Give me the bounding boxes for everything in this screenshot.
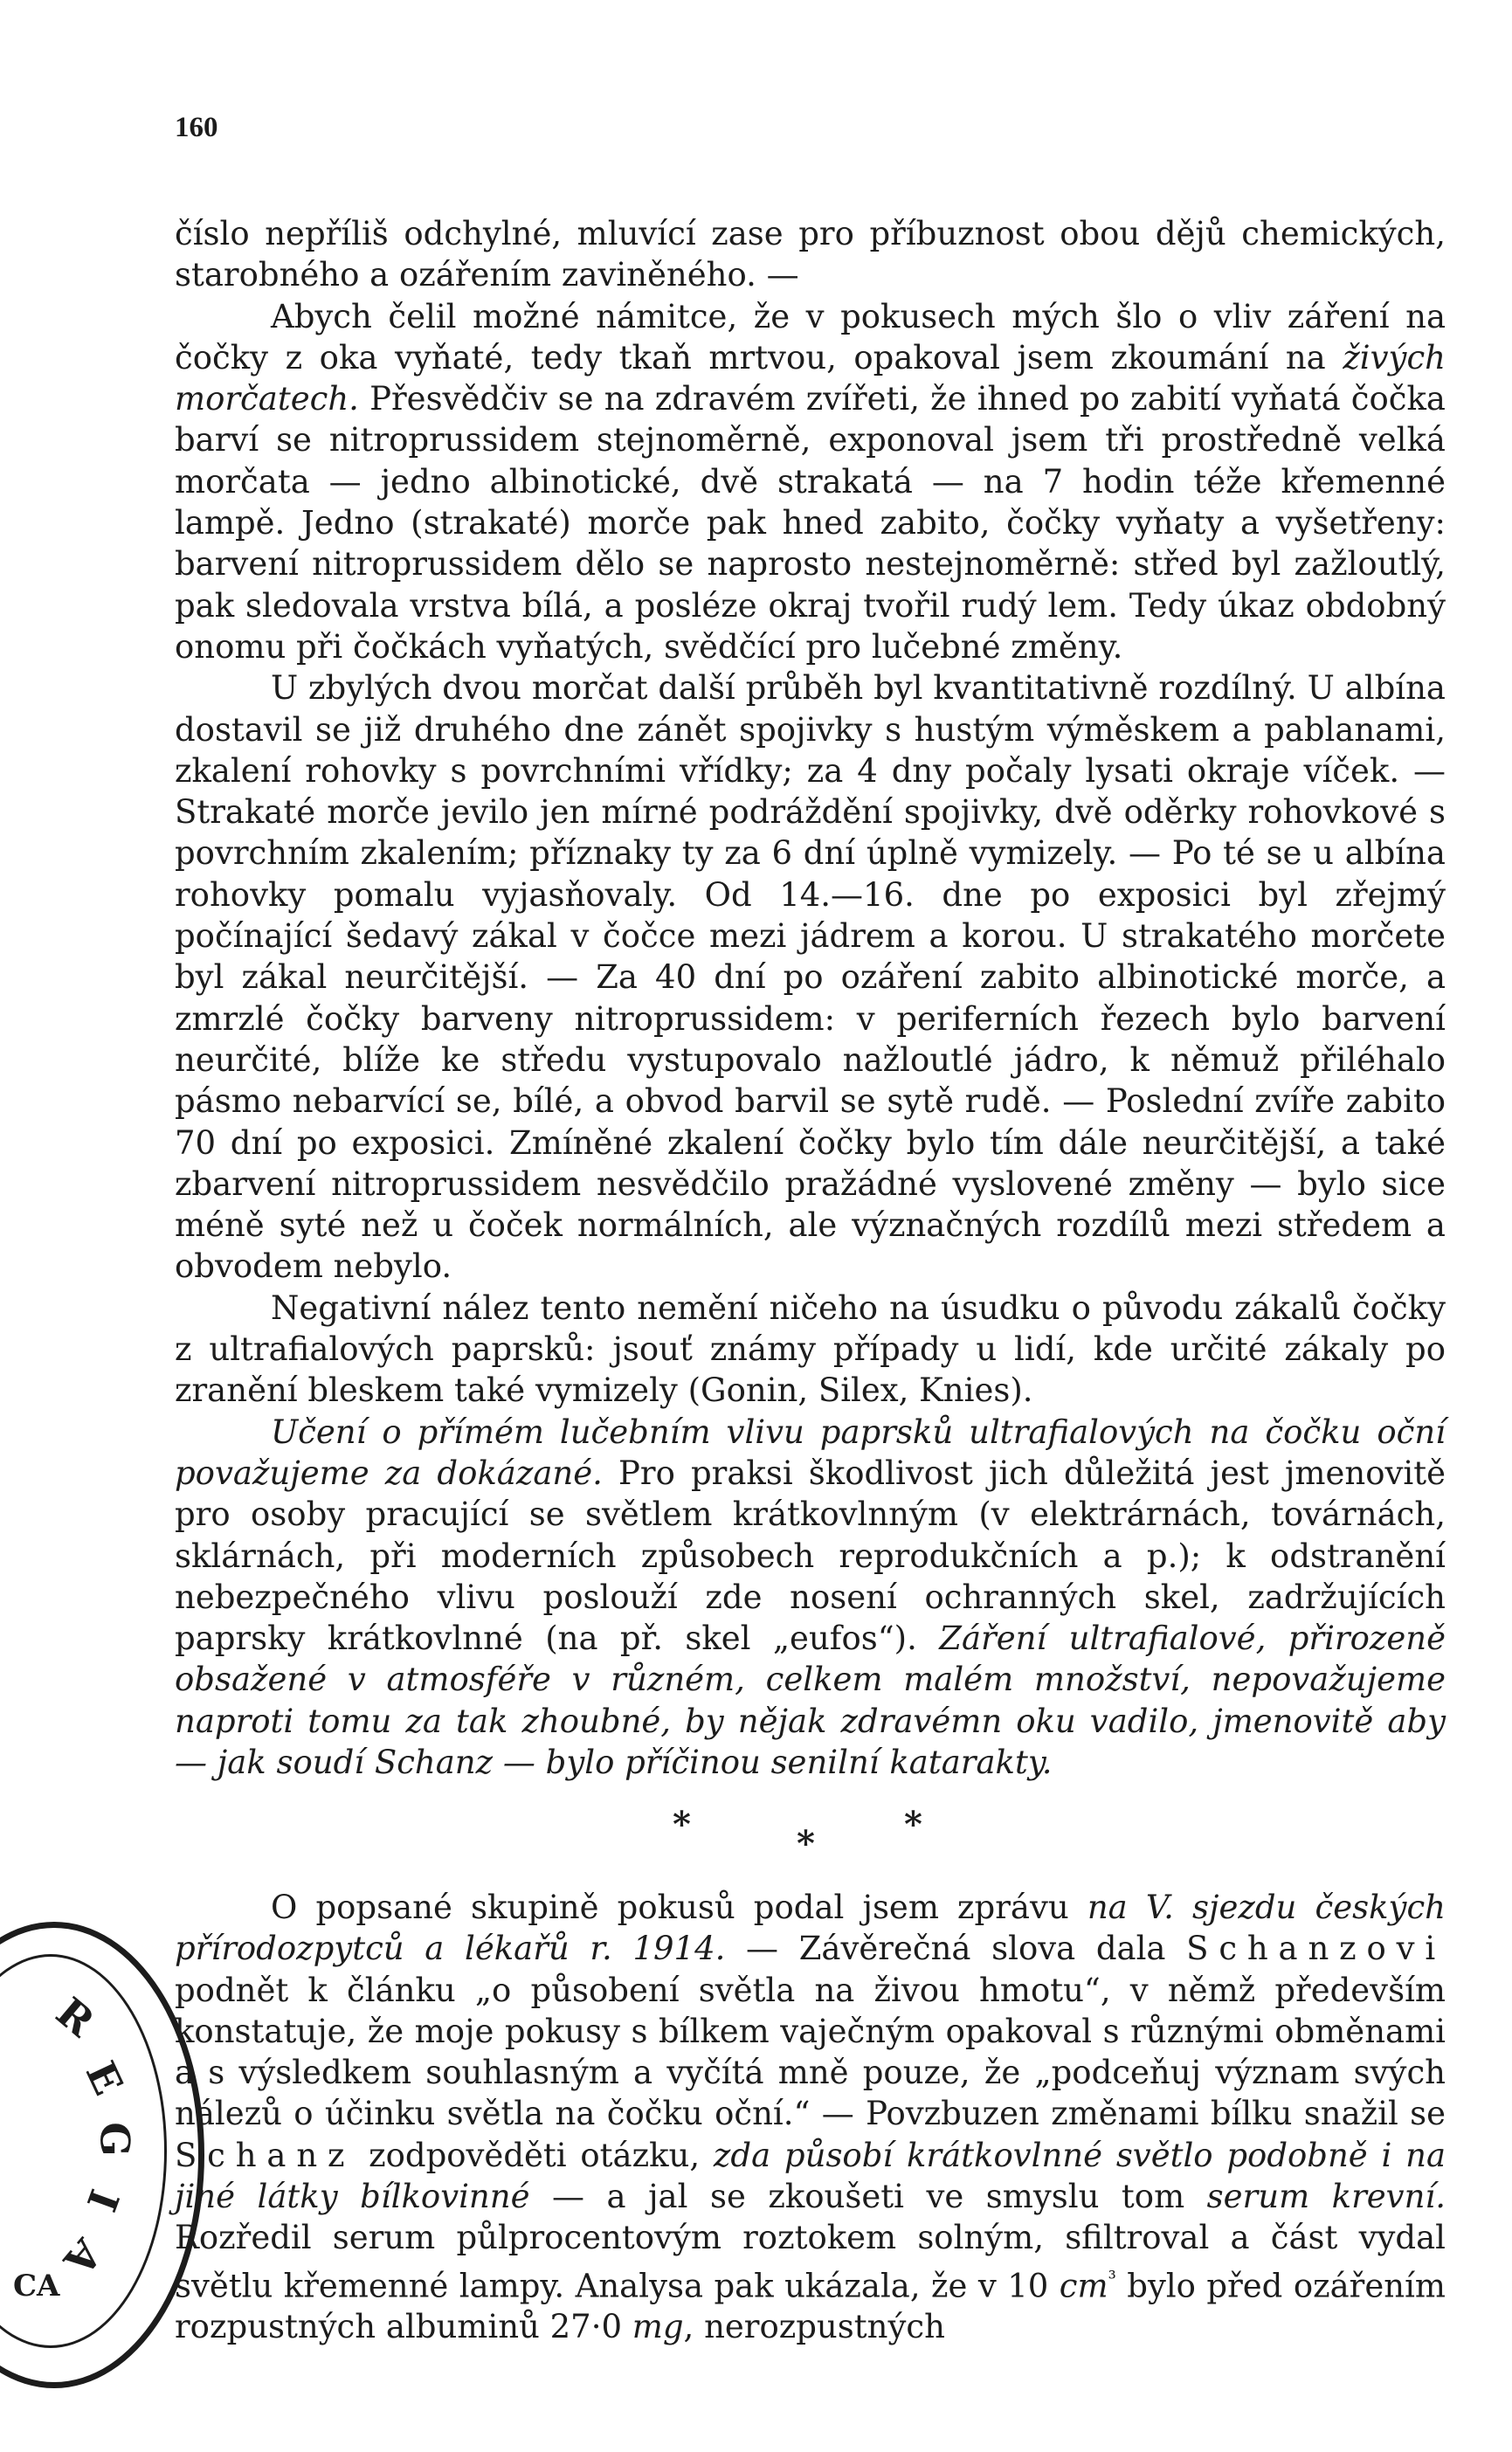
italic-text: cm xyxy=(1059,2267,1108,2304)
paragraph xyxy=(175,667,1446,1287)
text-run: zodpověděti otázku, xyxy=(355,2136,714,2174)
text-run: — Závěrečná slova dala xyxy=(725,1930,1187,1968)
stamp-letter: I xyxy=(77,2183,128,2218)
italic-text: serum krevní. xyxy=(1206,2178,1446,2216)
stamp-letter: G xyxy=(91,2122,139,2157)
stamp-letter: CA xyxy=(13,2269,60,2303)
library-stamp xyxy=(0,1922,204,2388)
italic-text: živých morčatech. xyxy=(175,338,1446,418)
stamp-letter: R xyxy=(47,1988,104,2046)
spaced-name: Schanzovi xyxy=(1186,1930,1446,1968)
text-run: podnět k článku „o působení světla na živou hmotu“, v němž především konstatuje, že moje pokusy s bílkem vaječným opakoval s různými obměnami a s výsledkem souhlasným a vyčítá mně pouze, že „podceňuj význam svých nálezů o účinku světla na čočku oční.“ — Povzbuzen změnami bílku snažil se xyxy=(175,1971,1446,2133)
text-run: Pro praksi škodlivost jich důležitá jest jmenovitě pro osoby pracující se světlem krátkovlnným (v elektrárnách, továrnách, sklárnách, při moderních způsobech reprodukčních a p.); k odstranění nebezpečného vlivu poslouží zde nosení ochranných skel, zadržujících paprsky krátkovlnné (na př. skel „eufos“). xyxy=(175,1454,1446,1658)
text-run: Rozředil serum půlprocentovým roztokem solným, sfiltroval a část vydal světlu křemenné lampy. Analysa pak ukázala, že v 10 xyxy=(175,2219,1446,2304)
paragraph xyxy=(175,1288,1446,1412)
text-run: — a jal se zkoušeti ve smyslu tom xyxy=(529,2178,1207,2216)
paragraph xyxy=(175,1887,1446,2348)
paragraph xyxy=(175,296,1446,668)
separator-star: * xyxy=(904,1804,922,1845)
page-number: 160 xyxy=(175,112,218,143)
superscript: ³ xyxy=(1108,2267,1116,2290)
text-run: , nerozpustných xyxy=(683,2308,945,2346)
text-run: Negativní nález tento nemění ničeho na úsudku o původu zákalů čočky z ultrafialových paprsků: jsouť známy případy u lidí, kde určité zákaly po zranění bleskem také vymizely (Gonin, Silex, Knies). xyxy=(175,1288,1446,1410)
text-run: Abych čelil možné námitce, že v pokusech mých šlo o vliv záření na čočky z oka vyňaté, tedy tkaň mrtvou, opakoval jsem zkoumání na xyxy=(175,297,1446,376)
italic-text: Učení o přímém lučebním vlivu paprsků ultrafialových na čočku oční považujeme za dokázané. xyxy=(175,1412,1446,1492)
italic-text: na V. sjezdu českých přírodozpytců a lékařů r. 1914. xyxy=(175,1889,1446,1968)
paragraph xyxy=(175,213,1446,296)
spaced-name: Schanz xyxy=(175,2136,356,2174)
italic-text: mg xyxy=(632,2308,684,2346)
italic-text: zda působí krátkovlnné světlo podobně i na jiné látky bílkovinné xyxy=(175,2136,1446,2216)
text-run: bylo před ozářením rozpustných albuminů 27·0 xyxy=(175,2267,1446,2346)
italic-text: Záření ultrafialové, přirozeně obsažené v atmosféře v různém, celkem malém množství, nepovažujeme naproti tomu za tak zhoubné, by nějak zdravémn oku vadilo, jmenovitě aby — jak soudí Schanz — bylo příčinou senilní katarakty. xyxy=(175,1620,1446,1781)
stamp-letter: A xyxy=(54,2229,112,2285)
stamp-letter: E xyxy=(76,2054,133,2103)
paragraph xyxy=(175,1412,1446,1784)
text-run: O popsané skupině pokusů podal jsem zprávu xyxy=(271,1889,1087,1926)
text-run: číslo nepříliš odchylné, mluvící zase pro příbuznost obou dějů chemických, starobného a ozářením zaviněného. — xyxy=(175,215,1446,294)
separator-star: * xyxy=(797,1823,815,1864)
main-text-block xyxy=(175,213,1446,1783)
text-run: Přesvědčiv se na zdravém zvířeti, že ihned po zabití vyňatá čočka barví se nitroprussidem stejnoměrně, exponoval jsem tři prostředně velká morčata — jedno albinotické, dvě strakatá — na 7 hodin téže křemenné lampě. Jedno (strakaté) morče pak hned zabito, čočky vyňaty a vyšetřeny: barvení nitroprussidem dělo se naprosto nestejnoměrně: střed byl zažloutlý, pak sledovala vrstva bílá, a posléze okraj tvořil rudý lem. Tedy úkaz obdobný onomu při čočkách vyňatých, svědčící pro lučebné změny. xyxy=(175,380,1446,666)
text-run: U zbylých dvou morčat další průběh byl kvantitativně rozdílný. U albína dostavil se již druhého dne zánět spojivky s hustým výměskem a pablanami, zkalení rohovky s povrchními vřídky; za 4 dny počaly lysati okraje víček. — Strakaté morče jevilo jen mírné podráždění spojivky, dvě oděrky rohovkové s povrchním zkalením; příznaky ty za 6 dní úplně vymizely. — Po té se u albína rohovky pomalu vyjasňovaly. Od 14.—16. dne po exposici byl zřejmý počínající šedavý zákal v čočce mezi jádrem a korou. U strakatého morčete byl zákal neurčitější. — Za 40 dní po ozáření zabito albinotické morče, a zmrzlé čočky barveny nitroprussidem: v periferních řezech bylo barvení neurčité, blíže ke středu vystupovalo nažloutlé jádro, k němuž přiléhalo pásmo nebarvící se, bílé, a obvod barvil se sytě rudě. — Poslední zvíře zabito 70 dní po exposici. Zmíněné zkalení čočky bylo tím dále neurčitější, a také zbarvení nitroprussidem nesvědčilo pražádné vyslovené změny — bylo sice méně syté než u čoček normálních, ale význačných rozdílů mezi středem a obvodem nebylo. xyxy=(175,669,1446,1286)
separator-star: * xyxy=(673,1804,691,1845)
section-separator xyxy=(611,1804,961,1864)
final-text-block xyxy=(175,1887,1446,2348)
